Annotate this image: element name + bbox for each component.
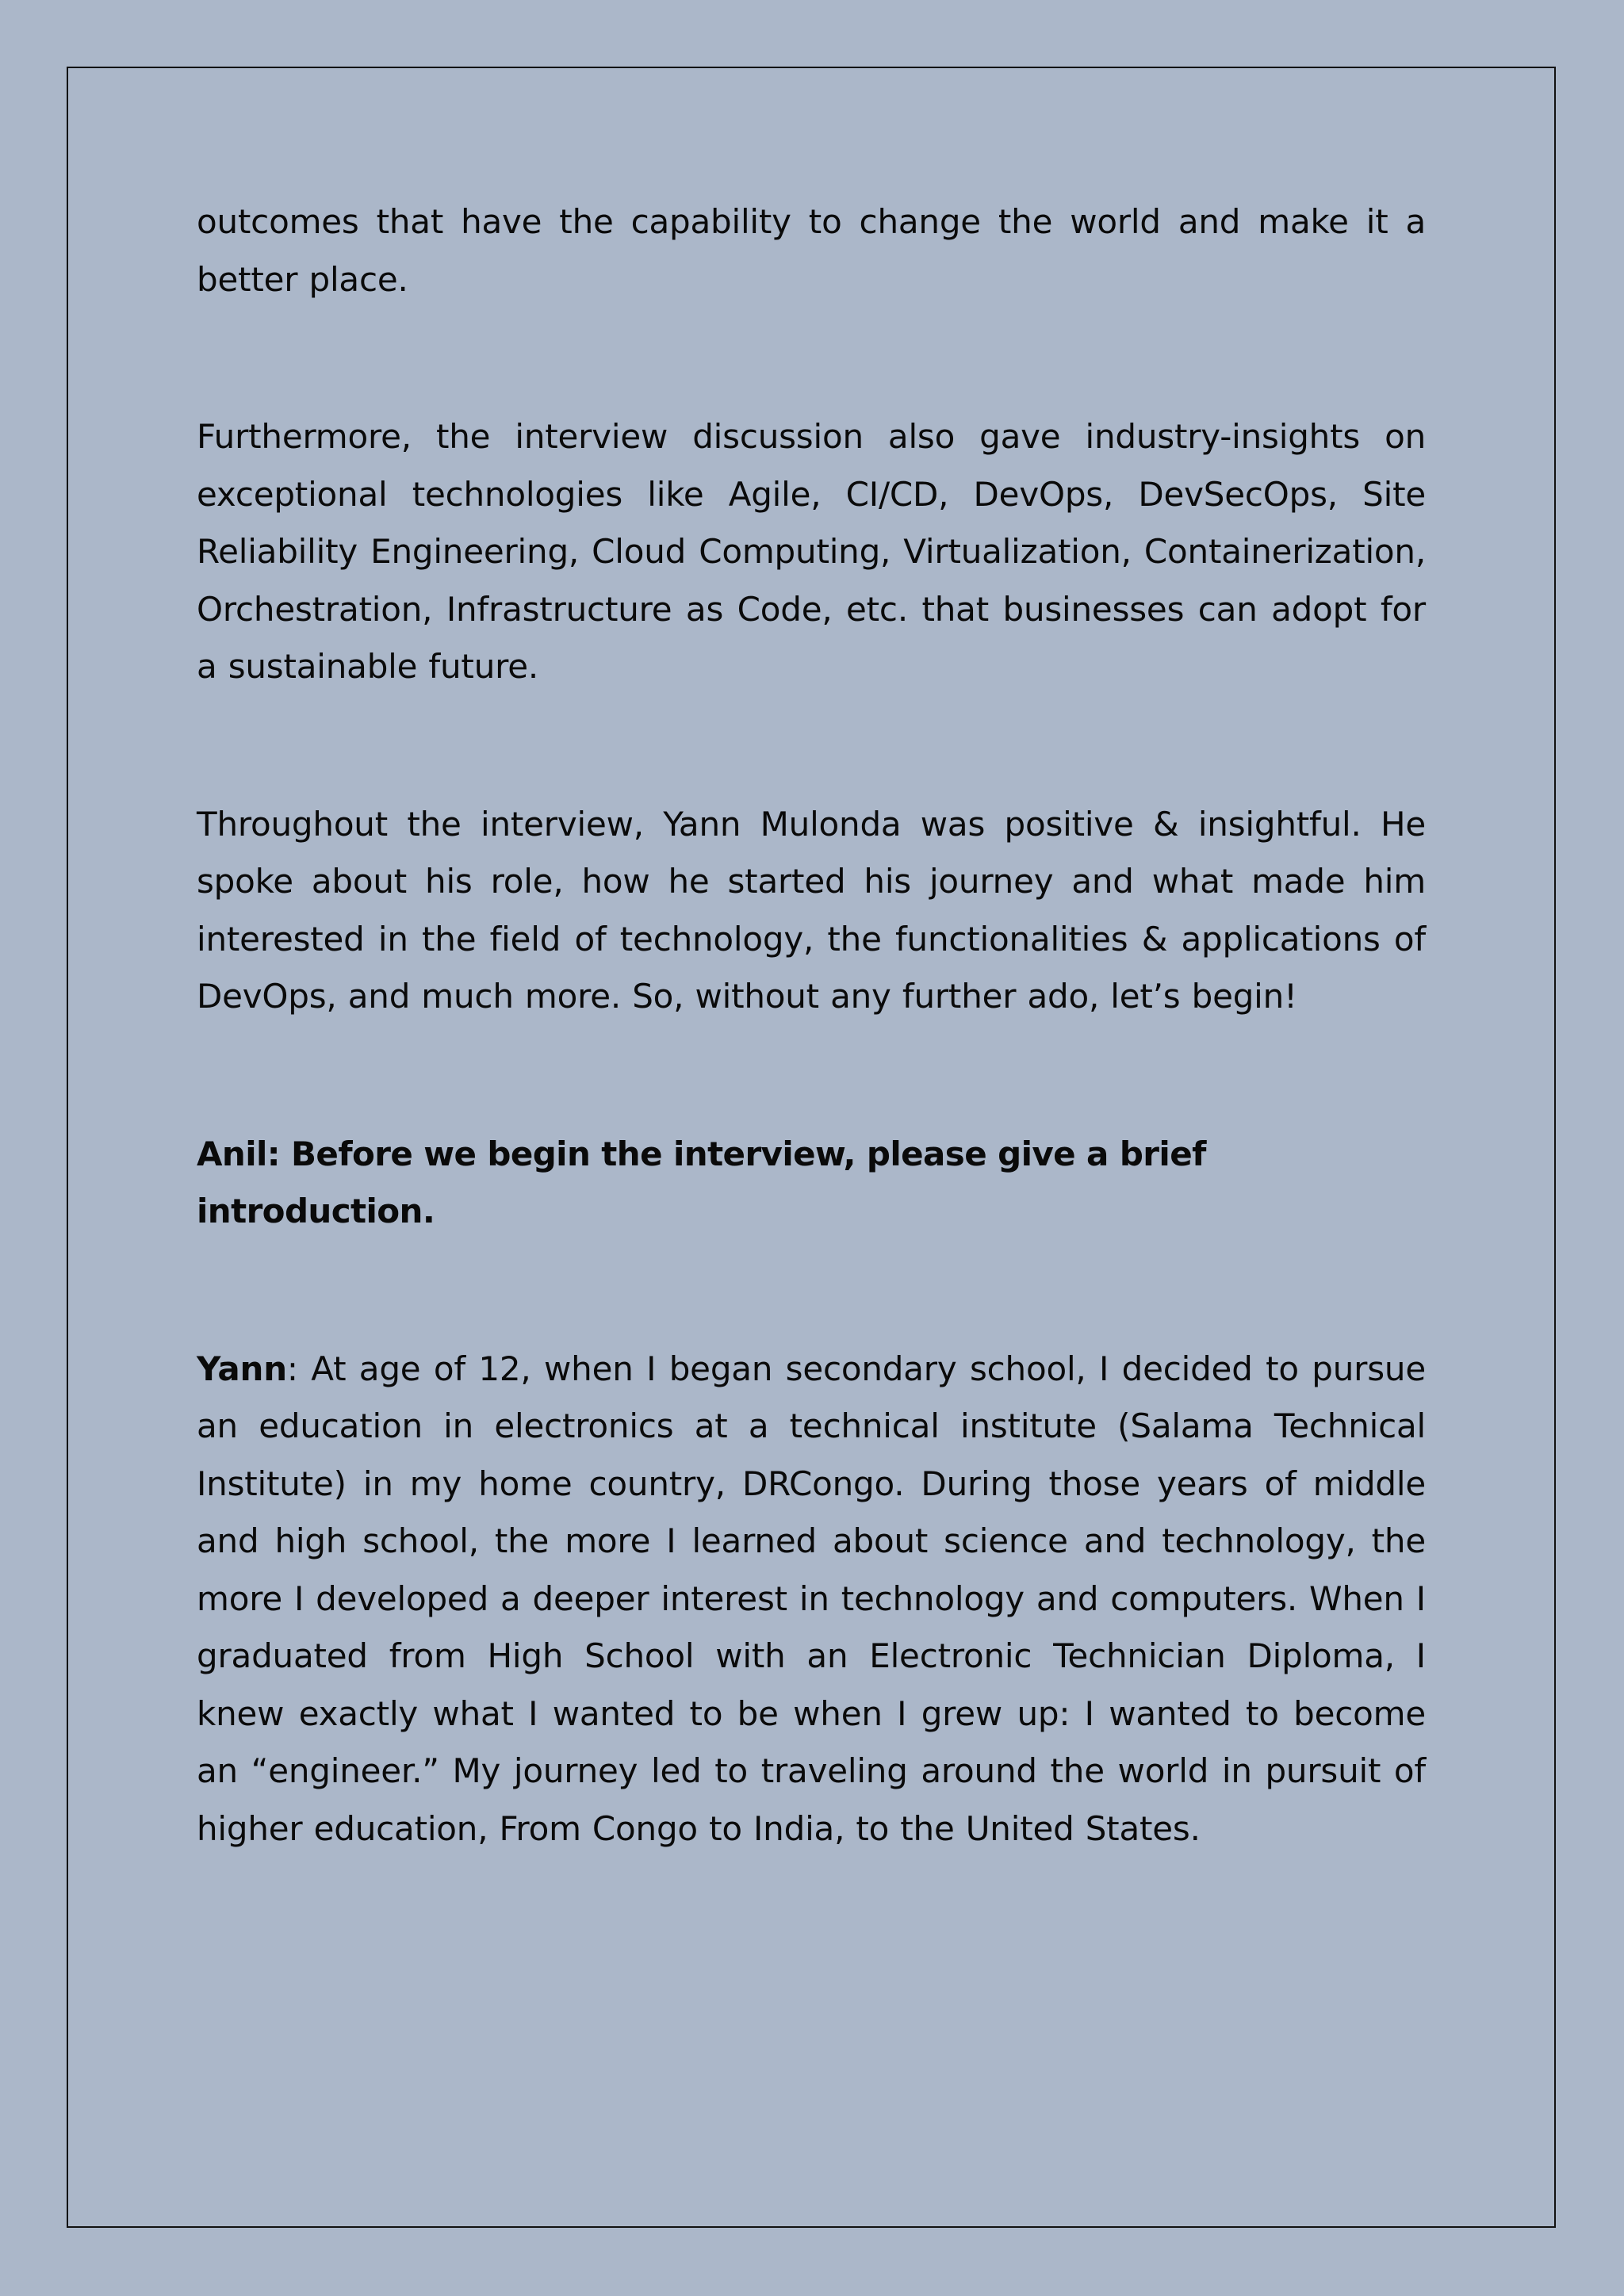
paragraph-interview-overview: Throughout the interview, Yann Mulonda was positive & insightful. He spoke about his role, how he started his journey and what made him interested in the field of technology, the functionalities & applications of DevOps, and much more. So, without any further ado, let’s begin! <box>197 804 1426 1016</box>
answer-text: : At age of 12, when I began secondary school, I decided to pursue an education in electronics at a technical institute (Salama Technical Institute) in my home country, DRCongo. During those years of middle and high school, the more I learned about science and technology, the more I developed a deeper interest in technology and computers. When I graduated from High School with an Electronic Technician Diploma, I knew exactly what I wanted to be when I grew up: I wanted to become an “engineer.” My journey led to traveling around the world in pursuit of higher education, From Congo to India, to the United States. <box>197 1349 1426 1848</box>
paragraph-industry-insights: Furthermore, the interview discussion also gave industry-insights on exceptional technologies like Agile, CI/CD, DevOps, DevSecOps, Site Reliability Engineering, Cloud Computing, Virtualization, Containerization, Orchestration, Infrastructure as Code, etc. that businesses can adopt for a sustainable future. <box>197 417 1426 686</box>
interview-answer <box>197 1341 1426 1858</box>
paragraph-outcomes: outcomes that have the capability to change the world and make it a better place. <box>197 202 1426 299</box>
document-body <box>197 193 1426 1858</box>
interview-question: Anil: Before we begin the interview, please give a brief introduction. <box>197 1134 1206 1230</box>
answer-speaker: Yann <box>197 1349 287 1388</box>
